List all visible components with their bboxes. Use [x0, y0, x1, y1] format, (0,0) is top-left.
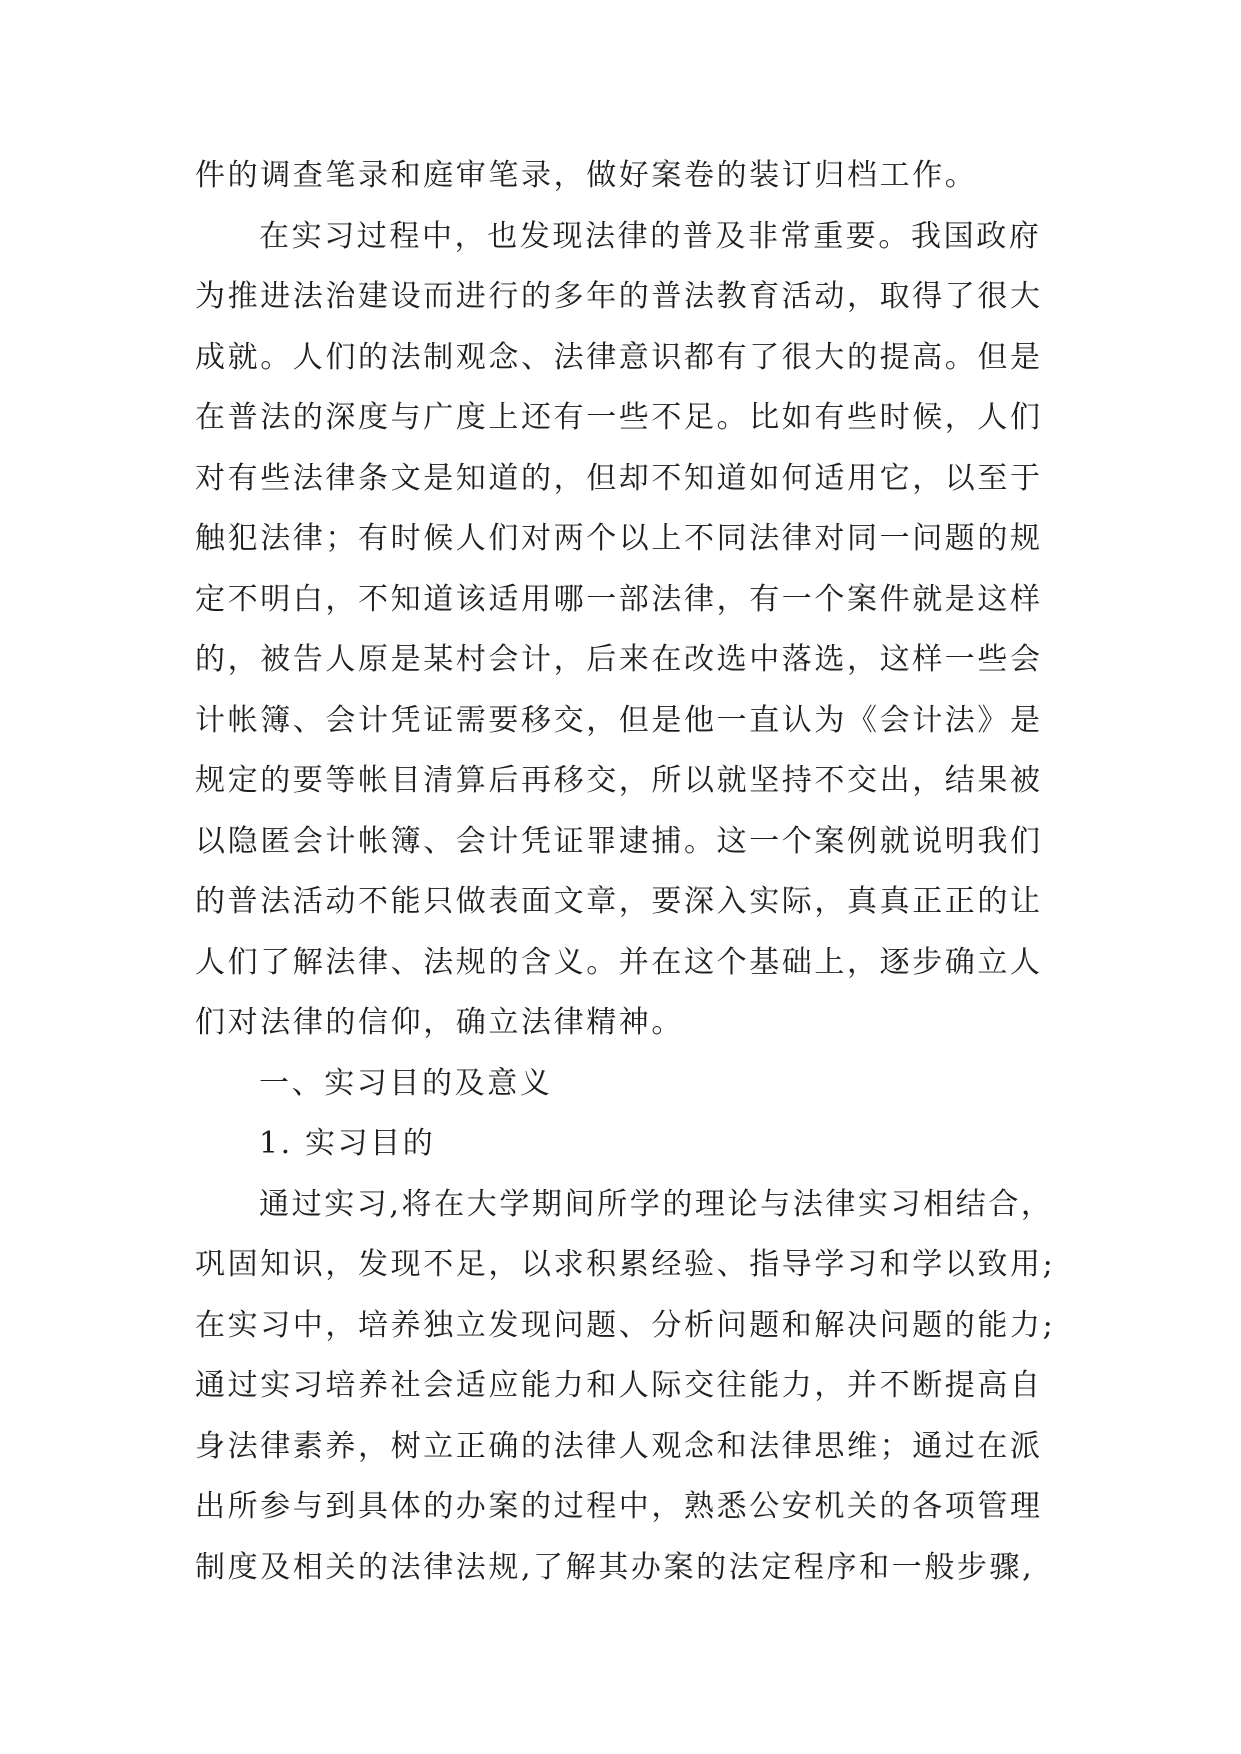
- text-line: 在实习中，培养独立发现问题、分析问题和解决问题的能力;: [195, 1307, 1056, 1343]
- text-line: 规定的要等帐目清算后再移交，所以就坚持不交出，结果被: [195, 763, 1043, 798]
- text-line: 人们了解法律、法规的含义。并在这个基础上，逐步确立人: [195, 944, 1043, 980]
- text-line: 巩固知识，发现不足，以求积累经验、指导学习和学以致用;: [195, 1247, 1056, 1282]
- text-line: 们对法律的信仰，确立法律精神。: [195, 1005, 684, 1040]
- text-line: 在实习过程中，也发现法律的普及非常重要。我国政府: [259, 218, 1042, 254]
- text-line: 一、实习目的及意义: [259, 1065, 553, 1101]
- text-line: 1. 实习目的: [259, 1126, 436, 1161]
- text-line: 计帐簿、会计凭证需要移交，但是他一直认为《会计法》是: [195, 702, 1043, 738]
- text-line: 出所参与到具体的办案的过程中，熟悉公安机关的各项管理: [195, 1489, 1043, 1524]
- text-line: 的，被告人原是某村会计，后来在改选中落选，这样一些会: [195, 642, 1043, 677]
- text-line: 件的调查笔录和庭审笔录，做好案卷的装订归档工作。: [195, 158, 978, 193]
- text-line: 制度及相关的法律法规,了解其办案的法定程序和一般步骤,: [195, 1549, 1035, 1585]
- text-line: 通过实习,将在大学期间所学的理论与法律实习相结合，: [259, 1186, 1054, 1222]
- text-line: 对有些法律条文是知道的，但却不知道如何适用它，以至于: [195, 460, 1043, 496]
- text-line: 在普法的深度与广度上还有一些不足。比如有些时候，人们: [195, 400, 1043, 435]
- text-line: 触犯法律；有时候人们对两个以上不同法律对同一问题的规: [195, 521, 1043, 556]
- text-line: 成就。人们的法制观念、法律意识都有了很大的提高。但是: [195, 339, 1043, 375]
- text-line: 为推进法治建设而进行的多年的普法教育活动，取得了很大: [195, 279, 1043, 314]
- body-text: [195, 146, 1055, 1598]
- text-line: 定不明白，不知道该适用哪一部法律，有一个案件就是这样: [195, 581, 1043, 617]
- text-line: 身法律素养，树立正确的法律人观念和法律思维；通过在派: [195, 1428, 1043, 1464]
- text-line: 的普法活动不能只做表面文章，要深入实际，真真正正的让: [195, 884, 1043, 919]
- text-line: 通过实习培养社会适应能力和人际交往能力，并不断提高自: [195, 1368, 1043, 1403]
- text-line: 以隐匿会计帐簿、会计凭证罪逮捕。这一个案例就说明我们: [195, 823, 1043, 859]
